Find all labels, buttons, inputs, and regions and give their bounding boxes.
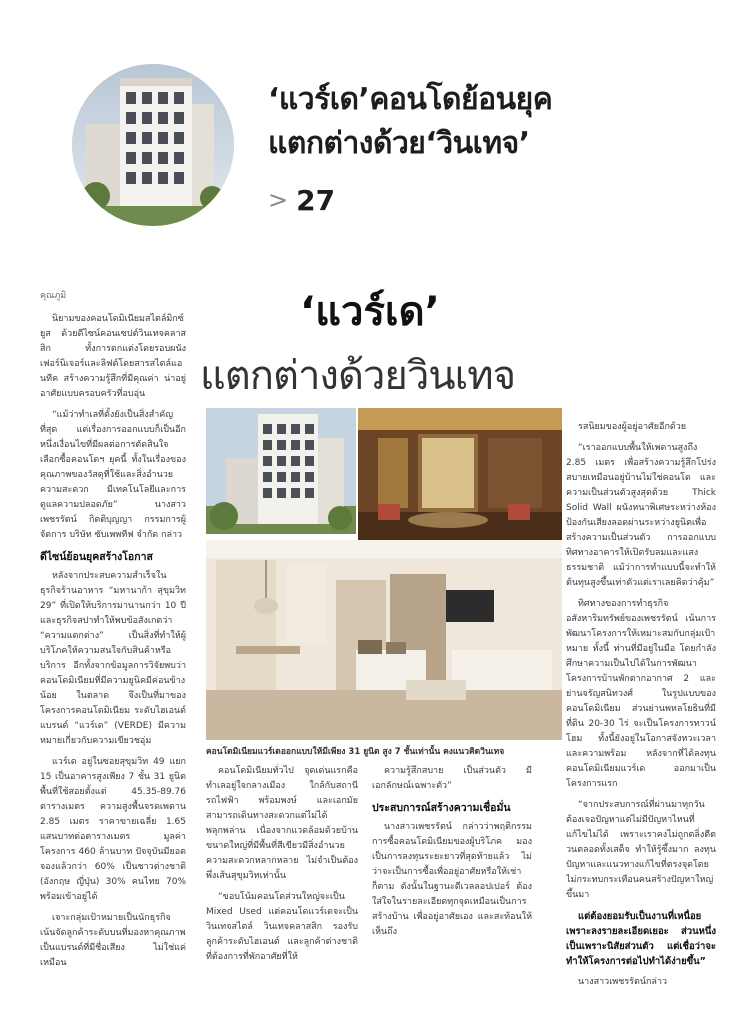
paragraph: “แม้ว่าทำเลที่ตั้งยังเป็นสิ่งสำคัญที่สุด แต่เรื่องการออกแบบก็เป็นอีกหนึ่งเงื่อนไขที่มีผลต่อการตัดสินใจเลือกซื้อคอนโดฯ ยุคนี้ ทั้งในเรื่องของคุณภาพของวัสดุที่ใช้และสิ่งอำนวยความสะดวก มีเทคโนโลยีและการดูแลความปลอดภัย” นางสาวเพชรรัตน์ กิตติบุญญา กรรมการผู้จัดการ บริษัท ซับเพพทีฟ จำกัด กล่าว	[40, 410, 186, 540]
building-exterior-photo	[206, 408, 356, 534]
teaser-building-photo	[72, 64, 234, 226]
paragraph: เจาะกลุ่มเป้าหมายเป็นนักธุรกิจ เน้นจัดลูกค้าระดับบนที่มองหาคุณภาพ เป็นแบรนด์ที่มีชื่อเสียง ไม่ใช่แค่เหมือน	[40, 913, 186, 968]
paragraph: ความรู้สึกสบาย เป็นส่วนตัว มีเอกลักษณ์เฉพาะตัว”	[372, 766, 532, 791]
teaser-headline[interactable]	[268, 78, 708, 166]
teaser-page-link[interactable]	[268, 180, 335, 220]
article-kicker: คุณภูมิ	[40, 291, 67, 301]
teaser-page-number: 27	[296, 183, 336, 217]
teaser-headline-line2: แตกต่างด้วย‘วินเทจ’	[268, 126, 530, 161]
section-heading: ดีไซน์ย้อนยุคสร้างโอกาส	[40, 551, 153, 563]
teaser-headline-line1: ‘แวร์เด’คอนโดย้อนยุค	[268, 82, 553, 117]
paragraph: รสนิยมของผู้อยู่อาศัยอีกด้วย	[578, 422, 687, 432]
paragraph: ทิศทางของการทำธุรกิจอสังหาริมทรัพย์ของเพชรรัตน์ เน้นการพัฒนาโครงการให้เหมาะสมกับกลุ่มเป้าหมาย ทั้งนี้ ท่านที่มีอยู่ในมือ โดยกำลังศึกษาความเป็นไปได้ในการพัฒนาโครงการบ้านพักตากอากาศ 2 และย่านจรัญสนิทวงศ์ ในรูปแบบของคอนโดมิเนียม ส่วนย่านพหลโยธินที่มีที่ดิน 20-30 ไร่ จะเป็นโครงการทาวน์โฮม ทั้งนี้ยังอยู่ในโอกาสจังหวะเวลาและความพร้อม หลังจากที่ได้ลงทุนคอนโดมิเนียมแวร์เด ออกมาเป็นโครงการแรก	[566, 599, 716, 789]
article-title: ‘แวร์เด’	[300, 289, 440, 335]
paragraph: นางสาวเพชรรัตน์ กล่าวว่าพฤติกรรมการซื้อคอนโดมิเนียมของผู้บริโภค มองเป็นการลงทุนระยะยาวที่สุดท้ายแล้ว ไม่ว่าจะเป็นการซื้อเพื่ออยู่อาศัยหรือให้เช่าก็ตาม ดังนั้นในฐานะดีเวลลอปเปอร์ ต้องใส่ใจในรายละเอียดทุกจุดเหมือนเป็นการสร้างบ้าน เพื่ออยู่อาศัยเอง และสะท้อนให้เห็นถึง	[372, 822, 532, 937]
paragraph: แวร์เด อยู่ในซอยสุขุมวิท 49 แยก 15 เป็นอาคารสูงเพียง 7 ชั้น 31 ยูนิต พื้นที่ใช้สอยตั้งแต่ 45.35-89.76 ตารางเมตร ความสูงพื้นจรดเพดาน 2.85 เมตร ราคาขายเฉลี่ย 1.65 แสนบาทต่อตารางเมตร มูลค่าโครงการ 460 ล้านบาท ปัจจุบันมียอดจองแล้วกว่า 60% เป็นชาวต่างชาติ (อังกฤษ ญี่ปุ่น) 30% คนไทย 70% พร้อมเข้าอยู่ได้	[40, 757, 186, 902]
paragraph: คอนโดมิเนียมทั่วไป จุดเด่นแรกคือทำเลอยู่ใจกลางเมือง ใกล้กับสถานีรถไฟฟ้า พร้อมพงษ์ และเอกมัย สามารถเดินทางสะดวกแต่ไม่ได้พลุกพล่าน เนื่องจากแวดล้อมด้วยบ้านขนาดใหญ่ที่มีพื้นที่สีเขียวมีสิ่งอำนวยความสะดวกหลากหลาย ไม่จำเป็นต้องพึ่งเส้นสุขุมวิทเท่านั้น	[206, 766, 358, 881]
lobby-interior-photo	[358, 408, 562, 540]
paragraph: “ขอบโน้มคอนโดส่วนใหญ่จะเป็น Mixed Used แต่คอนโดแวร์เดจะเป็นวินเทจสไตล์ วินเทจคลาสสิก รองรับลูกค้าระดับไฮเอนด์ และลูกค้าต่างชาติที่ต้องการที่พักอาศัยที่ให้	[206, 892, 358, 962]
living-room-photo	[206, 540, 562, 740]
article-column-1	[40, 312, 186, 998]
paragraph: นิยามของคอนโดมิเนียมสไตล์มิกซ์ยูส ด้วยดีไซน์คอนเซปต์วินเทจคลาสสิก ทั้งการตกแต่งโดยรอบผนัง เฟอร์นิเจอร์และลิฟต์โดยสารสไตล์แอนทีค สร้างความรู้สึกที่มีคุณค่า น่าอยู่อาศัยแบบครอบครัวที่อบอุ่น	[40, 314, 186, 399]
article-subtitle: แตกต่างด้วยวินเทจ	[200, 353, 516, 399]
article-column-2	[206, 764, 358, 998]
article-column-4	[566, 420, 716, 998]
paragraph: “จากประสบการณ์ที่ผ่านมาทุกวันต้องเจอปัญหาแต่ไม่มีปัญหาไหนที่แก้ไขไม่ได้ เพราะเราคงไม่ถูกตลิ่งตีตวนตลอดทั้งเสด็จ ทำให้รู้ซึ้งมาก ลงทุนปัญหาและแนวทางแก้ไขที่ตรงจุดโดยไม่กระทบกระเทือนคนสร้างปัญหาใหญ่ขึ้นมา	[566, 800, 716, 900]
paragraph: “เราออกแบบพื้นให้เพดานสูงถึง 2.85 เมตร เพื่อสร้างความรู้สึกโปร่งสบายเหมือนอยู่บ้านไม่ใช่คอนโด และความเป็นส่วนตัวสูงสุดด้วย Thick Solid Wall ผนังหนาพิเศษระหว่างห้อง ป้องกันเสียงลอดผ่านระหว่างยูนิตเพื่อสร้างความเป็นส่วนตัว การออกแบบทิศทางอาคารให้เปิดรับลมและแสงธรรมชาติ แม้ว่าการทำแบบนี้จะทำให้ต้นทุนสูงขึ้นเท่าตัวแต่เราเลยคิดว่าคุ้ม”	[566, 443, 716, 588]
section-heading: ประสบการณ์สร้างความเชื่อมั่น	[372, 802, 511, 814]
paragraph: หลังจากประสบความสำเร็จในธุรกิจร้านอาหาร “มหานาก้า สุขุมวิท 29” ที่เปิดให้บริการมานานกว่า 10 ปี และธุรกิจสปาทำให้พบข้อสังเกตว่า “ความแตกต่าง” เป็นสิ่งที่ทำให้ผู้บริโภคให้ความสนใจกับสินค้าหรือบริการ อีกทั้งจากข้อมูลการวิจัยพบว่า คอนโดมิเนียมที่มีความยูนิคมีค่อนข้างน้อย ในตลาด จึงเป็นที่มาของโครงการคอนโดมิเนียม ระดับไฮเอนด์แบรนด์ “แวร์เด” (VERDE) มีความหมายเกี่ยวกับความเขียวชอุ่ม	[40, 571, 186, 746]
photo-caption: คอนโดมิเนียมแวร์เดออกแบบให้มีเพียง 31 ยูนิต สูง 7 ชั้นเท่านั้น คงแนวคิดวินเทจ	[206, 747, 505, 757]
pull-quote: แต่ต้องยอมรับเป็นงานที่เหนื่อยเพราะลงรายละเอียดเยอะ ส่วนหนึ่งเป็นเพราะนิสัยส่วนตัว แต่เชื่อว่าจะทำให้โครงการต่อไปทำได้ง่ายขึ้น”	[566, 911, 716, 967]
paragraph: นางสาวเพชรรัตน์กล่าว	[578, 977, 668, 987]
article-column-3	[372, 764, 532, 998]
chevron-right-icon: >	[268, 186, 289, 214]
